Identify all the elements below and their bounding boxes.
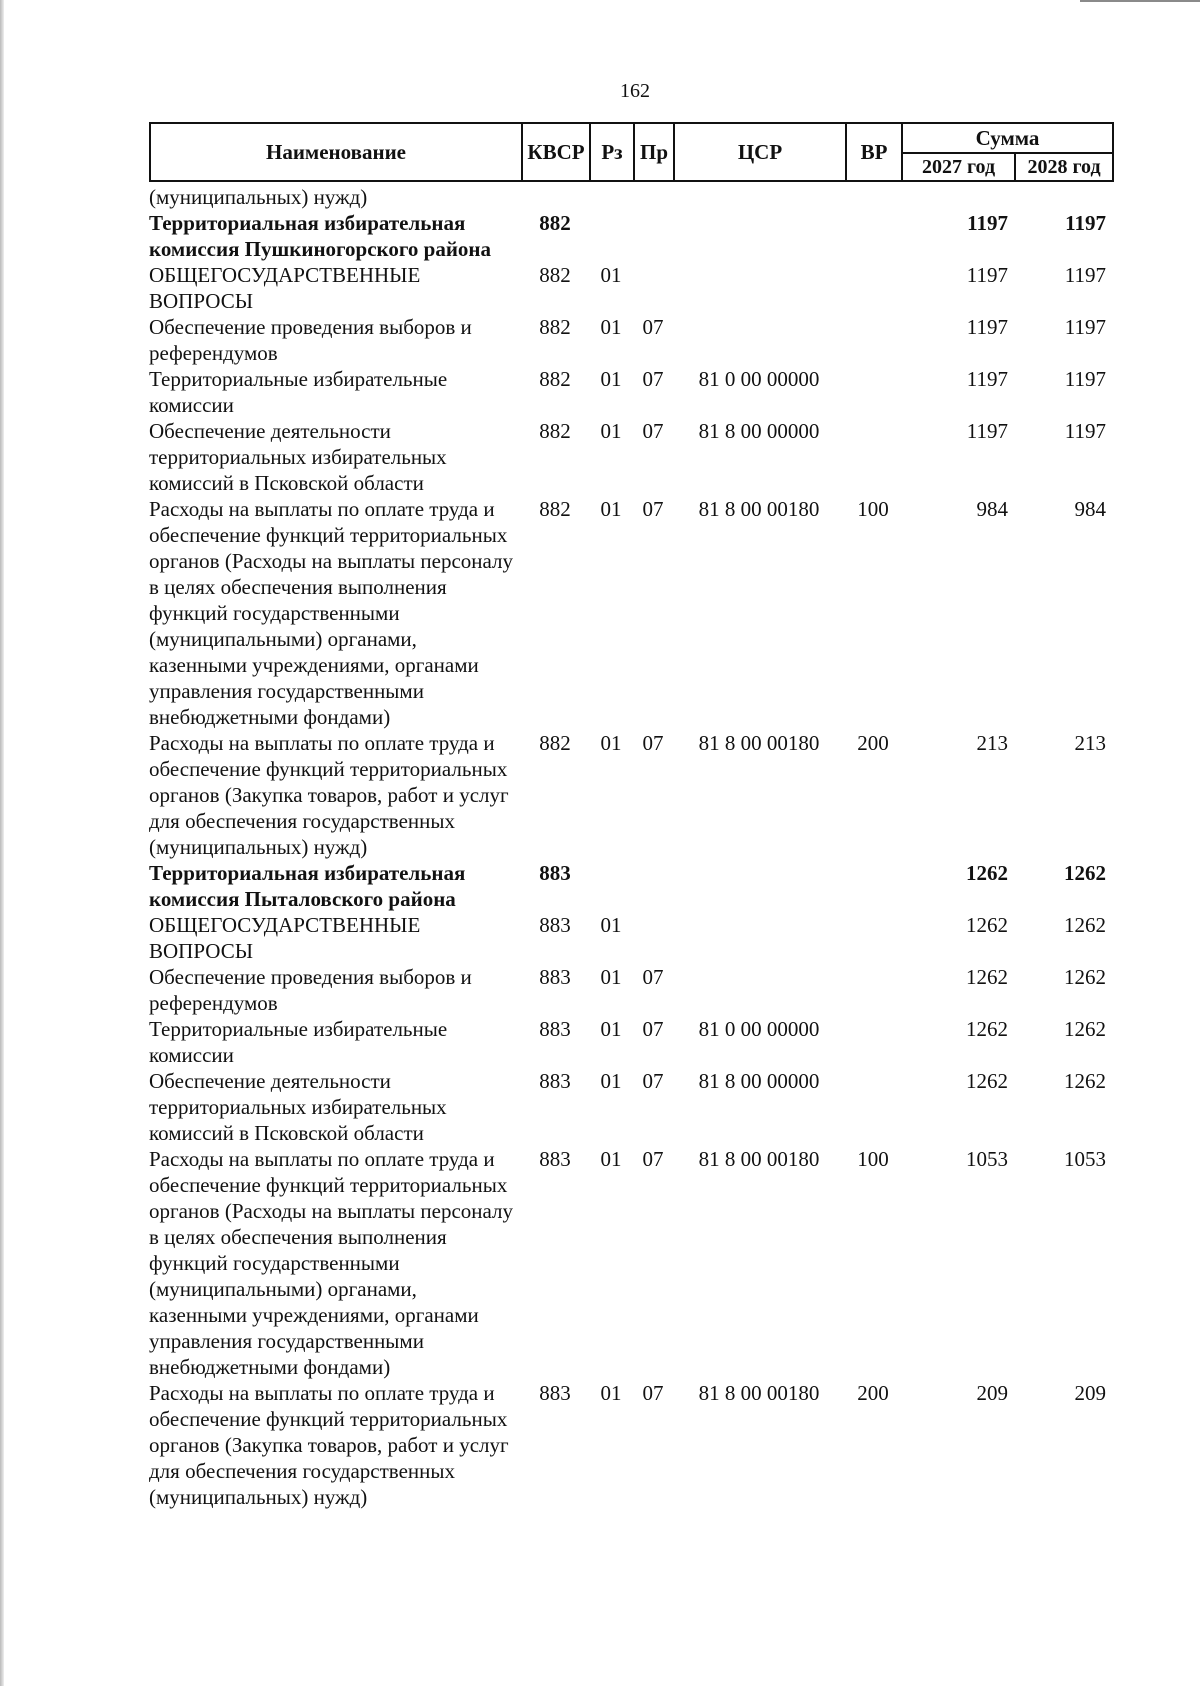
row-vr [845,314,901,366]
row-rz: 01 [600,965,622,989]
row-kvsr: 882 [539,731,571,755]
row-kvsr: 882 [539,211,571,235]
row-rz: 01 [600,1381,622,1405]
row-csr [673,184,845,210]
row-pr: 07 [642,1147,664,1171]
row-kvsr: 882 [539,497,571,521]
row-sum-2028: 1262 [1064,1017,1106,1041]
row-pr [633,210,673,262]
row-rz: 01 [600,1017,622,1041]
row-kvsr: 883 [539,861,571,885]
row-sum-2027: 213 [976,731,1008,755]
table-row [149,1068,1112,1146]
row-csr [673,210,845,262]
row-vr: 100 [857,1147,889,1171]
row-vr [845,210,901,262]
row-name: Расходы на выплаты по оплате труда и обеспечение функций территориальных органов (Расходы на выплаты персоналу в целях обеспечения выполнения функций государственными (муниципальными) органами, казенными учреждениями, органами управления государственными внебюджетными фондами) [149,1147,513,1379]
row-csr: 81 8 00 00180 [698,1381,820,1405]
row-pr: 07 [642,1381,664,1405]
header-csr: ЦСР [674,123,846,181]
row-pr: 07 [642,965,664,989]
row-vr [845,912,901,964]
row-pr [633,860,673,912]
row-rz: 01 [600,1147,622,1171]
row-vr [845,366,901,418]
row-vr [845,184,901,210]
row-csr: 81 0 00 00000 [698,1017,820,1041]
row-pr [633,262,673,314]
row-pr: 07 [642,1069,664,1093]
row-pr: 07 [642,1017,664,1041]
table-row [149,314,1112,366]
row-rz [589,860,633,912]
row-csr: 81 8 00 00000 [698,419,820,443]
row-vr [845,262,901,314]
row-sum-2027: 1262 [966,861,1008,885]
row-sum-2027: 209 [976,1381,1008,1405]
row-rz: 01 [600,913,622,937]
row-rz: 01 [600,1069,622,1093]
header-year-2028: 2028 год [1015,153,1113,181]
row-name: Обеспечение деятельности территориальных избирательных комиссий в Псковской области [149,419,447,495]
row-sum-2028: 1197 [1064,419,1106,443]
row-sum-2027 [901,184,1014,210]
row-rz [589,210,633,262]
row-name: Обеспечение проведения выборов и референдумов [149,315,472,365]
row-name: Территориальная избирательная комиссия Пушкиногорского района [149,211,492,261]
table-row [149,1380,1112,1510]
table-row [149,418,1112,496]
row-sum-2028: 209 [1074,1381,1106,1405]
table-row [149,1146,1112,1380]
row-pr [633,912,673,964]
row-sum-2028: 984 [1074,497,1106,521]
row-sum-2028: 1197 [1064,315,1106,339]
row-sum-2027: 1262 [966,913,1008,937]
header-kvsr: КВСР [522,123,590,181]
page-number: 162 [620,80,650,102]
row-csr: 81 8 00 00180 [698,1147,820,1171]
table-row [149,860,1112,912]
row-rz: 01 [600,419,622,443]
row-kvsr: 883 [539,1017,571,1041]
row-name: Расходы на выплаты по оплате труда и обеспечение функций территориальных органов (Закупка товаров, работ и услуг для обеспечения государственных (муниципальных) нужд) [149,731,509,859]
budget-table [149,184,1112,1510]
row-name: Расходы на выплаты по оплате труда и обеспечение функций территориальных органов (Расходы на выплаты персоналу в целях обеспечения выполнения функций государственными (муниципальными) органами, казенными учреждениями, органами управления государственными внебюджетными фондами) [149,497,513,729]
table-row [149,366,1112,418]
row-csr [673,262,845,314]
row-sum-2028 [1014,184,1112,210]
row-rz: 01 [600,263,622,287]
row-kvsr: 883 [539,1147,571,1171]
row-vr [845,860,901,912]
row-sum-2028: 1262 [1064,965,1106,989]
row-kvsr: 883 [539,1381,571,1405]
table-row [149,964,1112,1016]
table-row [149,730,1112,860]
scan-top-edge [1080,0,1200,2]
row-sum-2028: 1053 [1064,1147,1106,1171]
row-pr: 07 [642,315,664,339]
row-pr: 07 [642,497,664,521]
row-kvsr: 882 [539,315,571,339]
table-row [149,1016,1112,1068]
table-row [149,912,1112,964]
row-sum-2027: 1262 [966,965,1008,989]
row-sum-2028: 1197 [1064,263,1106,287]
row-kvsr: 883 [539,965,571,989]
row-rz: 01 [600,367,622,391]
row-kvsr: 882 [539,367,571,391]
row-sum-2027: 1197 [966,315,1008,339]
row-sum-2027: 1053 [966,1147,1008,1171]
row-csr [673,860,845,912]
row-vr [845,418,901,496]
row-vr: 200 [857,1381,889,1405]
scan-left-edge [0,0,4,1686]
row-name: Расходы на выплаты по оплате труда и обеспечение функций территориальных органов (Закупка товаров, работ и услуг для обеспечения государственных (муниципальных) нужд) [149,1381,509,1509]
row-sum-2027: 984 [976,497,1008,521]
row-pr: 07 [642,731,664,755]
row-sum-2028: 1262 [1064,913,1106,937]
header-vr: ВР [846,123,902,181]
row-sum-2027: 1197 [966,367,1008,391]
row-vr: 100 [857,497,889,521]
row-name: Территориальная избирательная комиссия Пыталовского района [149,861,466,911]
row-csr [673,964,845,1016]
row-sum-2027: 1197 [966,263,1008,287]
row-rz: 01 [600,315,622,339]
table-row [149,262,1112,314]
header-year-2027: 2027 год [902,153,1015,181]
row-csr: 81 0 00 00000 [698,367,820,391]
table-row [149,496,1112,730]
header-pr: Пр [634,123,674,181]
row-kvsr: 882 [539,263,571,287]
row-kvsr [521,184,589,210]
row-sum-2027: 1262 [966,1017,1008,1041]
header-sum: Сумма [902,123,1113,153]
table-row [149,210,1112,262]
row-name: Обеспечение проведения выборов и референдумов [149,965,472,1015]
row-name: ОБЩЕГОСУДАРСТВЕННЫЕ ВОПРОСЫ [149,913,421,963]
row-rz [589,184,633,210]
row-csr [673,314,845,366]
row-name: Территориальные избирательные комиссии [149,1017,448,1067]
row-sum-2027: 1197 [967,211,1008,235]
row-kvsr: 882 [539,419,571,443]
row-name: ОБЩЕГОСУДАРСТВЕННЫЕ ВОПРОСЫ [149,263,421,313]
row-sum-2028: 213 [1074,731,1106,755]
row-name: (муниципальных) нужд) [149,185,368,209]
row-sum-2027: 1197 [966,419,1008,443]
row-csr [673,912,845,964]
header-name: Наименование [150,123,522,181]
row-sum-2028: 1262 [1064,861,1106,885]
header-rz: Рз [590,123,634,181]
row-rz: 01 [600,731,622,755]
row-vr [845,1016,901,1068]
row-csr: 81 8 00 00180 [698,731,820,755]
row-sum-2027: 1262 [966,1069,1008,1093]
table-row [149,184,1112,210]
row-name: Территориальные избирательные комиссии [149,367,448,417]
row-name: Обеспечение деятельности территориальных избирательных комиссий в Псковской области [149,1069,447,1145]
row-kvsr: 883 [539,913,571,937]
row-csr: 81 8 00 00000 [698,1069,820,1093]
row-pr: 07 [642,419,664,443]
row-pr: 07 [642,367,664,391]
row-rz: 01 [600,497,622,521]
row-csr: 81 8 00 00180 [698,497,820,521]
table-header [149,122,1114,182]
row-sum-2028: 1197 [1065,211,1106,235]
row-vr [845,964,901,1016]
row-sum-2028: 1197 [1064,367,1106,391]
row-sum-2028: 1262 [1064,1069,1106,1093]
row-vr: 200 [857,731,889,755]
row-pr [633,184,673,210]
row-kvsr: 883 [539,1069,571,1093]
row-vr [845,1068,901,1146]
